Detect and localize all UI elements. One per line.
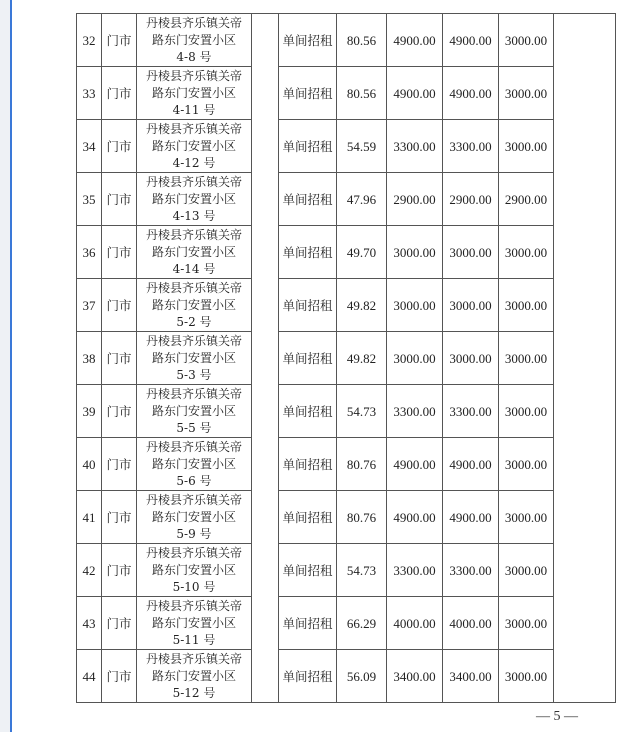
price-3: 3000.00 <box>499 544 554 597</box>
area: 54.73 <box>337 544 387 597</box>
table-row <box>77 597 616 650</box>
table-row <box>77 438 616 491</box>
price-2: 3300.00 <box>443 544 499 597</box>
price-3: 3000.00 <box>499 385 554 438</box>
area: 47.96 <box>337 173 387 226</box>
price-1: 3400.00 <box>387 650 443 703</box>
property-type: 门市 <box>102 120 137 173</box>
lease-method: 单间招租 <box>279 279 337 332</box>
row-number: 35 <box>77 173 102 226</box>
address-line: 路东门安置小区 <box>151 668 236 683</box>
area: 80.56 <box>337 67 387 120</box>
table-row <box>77 650 616 703</box>
table-row <box>77 491 616 544</box>
lease-method: 单间招租 <box>279 332 337 385</box>
price-2: 4900.00 <box>443 67 499 120</box>
address-cell <box>137 67 252 120</box>
price-3: 3000.00 <box>499 279 554 332</box>
area: 80.76 <box>337 491 387 544</box>
price-1: 3000.00 <box>387 279 443 332</box>
address-line: 5-11 号 <box>172 632 216 647</box>
lease-method: 单间招租 <box>279 385 337 438</box>
price-1: 2900.00 <box>387 173 443 226</box>
price-2: 4900.00 <box>443 14 499 67</box>
price-3: 3000.00 <box>499 332 554 385</box>
price-2: 3000.00 <box>443 279 499 332</box>
page-edge <box>10 0 12 732</box>
address-line: 丹棱县齐乐镇关帝 <box>145 68 242 83</box>
price-1: 3300.00 <box>387 544 443 597</box>
price-2: 3400.00 <box>443 650 499 703</box>
address-line: 丹棱县齐乐镇关帝 <box>145 174 242 189</box>
table-row <box>77 226 616 279</box>
table-body <box>77 14 616 703</box>
address-line: 丹棱县齐乐镇关帝 <box>145 492 242 507</box>
address-line: 路东门安置小区 <box>151 509 236 524</box>
table-row <box>77 67 616 120</box>
address-line: 4-11 号 <box>172 102 216 117</box>
area: 80.56 <box>337 14 387 67</box>
lease-method: 单间招租 <box>279 120 337 173</box>
merged-blank-column <box>252 14 279 703</box>
table-row <box>77 173 616 226</box>
price-2: 3300.00 <box>443 120 499 173</box>
address-line: 丹棱县齐乐镇关帝 <box>145 121 242 136</box>
property-table <box>76 13 616 703</box>
price-1: 3000.00 <box>387 332 443 385</box>
property-type: 门市 <box>102 438 137 491</box>
address-line: 丹棱县齐乐镇关帝 <box>145 227 242 242</box>
area: 54.73 <box>337 385 387 438</box>
address-line: 4-8 号 <box>176 49 212 64</box>
viewer-margin <box>0 0 10 732</box>
address-line: 路东门安置小区 <box>151 138 236 153</box>
price-3: 3000.00 <box>499 14 554 67</box>
price-3: 3000.00 <box>499 226 554 279</box>
row-number: 37 <box>77 279 102 332</box>
address-line: 路东门安置小区 <box>151 456 236 471</box>
lease-method: 单间招租 <box>279 226 337 279</box>
address-line: 路东门安置小区 <box>151 403 236 418</box>
price-2: 2900.00 <box>443 173 499 226</box>
property-type: 门市 <box>102 173 137 226</box>
property-type: 门市 <box>102 385 137 438</box>
table-row <box>77 14 616 67</box>
address-cell <box>137 14 252 67</box>
price-1: 3000.00 <box>387 226 443 279</box>
address-line: 4-14 号 <box>172 261 216 276</box>
price-2: 3000.00 <box>443 332 499 385</box>
area: 66.29 <box>337 597 387 650</box>
address-cell <box>137 226 252 279</box>
table-row <box>77 120 616 173</box>
address-line: 路东门安置小区 <box>151 191 236 206</box>
address-line: 丹棱县齐乐镇关帝 <box>145 439 242 454</box>
price-3: 3000.00 <box>499 650 554 703</box>
property-type: 门市 <box>102 279 137 332</box>
row-number: 34 <box>77 120 102 173</box>
address-cell <box>137 120 252 173</box>
area: 56.09 <box>337 650 387 703</box>
price-1: 4900.00 <box>387 438 443 491</box>
address-line: 4-12 号 <box>172 155 216 170</box>
lease-method: 单间招租 <box>279 438 337 491</box>
address-line: 丹棱县齐乐镇关帝 <box>145 545 242 560</box>
address-line: 5-9 号 <box>176 526 212 541</box>
table-row <box>77 279 616 332</box>
price-3: 3000.00 <box>499 67 554 120</box>
price-1: 4900.00 <box>387 491 443 544</box>
row-number: 42 <box>77 544 102 597</box>
address-line: 路东门安置小区 <box>151 562 236 577</box>
row-number: 44 <box>77 650 102 703</box>
property-type: 门市 <box>102 226 137 279</box>
page-number: — 5 — <box>536 709 578 724</box>
lease-method: 单间招租 <box>279 491 337 544</box>
address-line: 丹棱县齐乐镇关帝 <box>145 598 242 613</box>
address-line: 5-5 号 <box>176 420 212 435</box>
address-line: 路东门安置小区 <box>151 244 236 259</box>
address-cell <box>137 597 252 650</box>
price-3: 3000.00 <box>499 597 554 650</box>
row-number: 32 <box>77 14 102 67</box>
area: 49.70 <box>337 226 387 279</box>
address-cell <box>137 385 252 438</box>
price-1: 4000.00 <box>387 597 443 650</box>
lease-method: 单间招租 <box>279 544 337 597</box>
address-cell <box>137 173 252 226</box>
price-1: 4900.00 <box>387 67 443 120</box>
property-type: 门市 <box>102 332 137 385</box>
address-line: 路东门安置小区 <box>151 297 236 312</box>
address-line: 丹棱县齐乐镇关帝 <box>145 280 242 295</box>
address-line: 4-13 号 <box>172 208 216 223</box>
address-line: 丹棱县齐乐镇关帝 <box>145 651 242 666</box>
price-3: 3000.00 <box>499 120 554 173</box>
price-2: 3000.00 <box>443 226 499 279</box>
address-line: 路东门安置小区 <box>151 85 236 100</box>
price-2: 3300.00 <box>443 385 499 438</box>
property-type: 门市 <box>102 491 137 544</box>
area: 80.76 <box>337 438 387 491</box>
area: 49.82 <box>337 279 387 332</box>
merged-remarks-column <box>554 14 616 703</box>
price-2: 4900.00 <box>443 491 499 544</box>
address-cell <box>137 491 252 544</box>
property-type: 门市 <box>102 597 137 650</box>
address-cell <box>137 332 252 385</box>
address-line: 路东门安置小区 <box>151 32 236 47</box>
price-2: 4000.00 <box>443 597 499 650</box>
row-number: 38 <box>77 332 102 385</box>
lease-method: 单间招租 <box>279 14 337 67</box>
row-number: 41 <box>77 491 102 544</box>
address-cell <box>137 279 252 332</box>
price-3: 3000.00 <box>499 491 554 544</box>
price-1: 4900.00 <box>387 14 443 67</box>
property-type: 门市 <box>102 14 137 67</box>
row-number: 36 <box>77 226 102 279</box>
address-line: 路东门安置小区 <box>151 615 236 630</box>
property-type: 门市 <box>102 650 137 703</box>
address-cell <box>137 544 252 597</box>
address-cell <box>137 438 252 491</box>
row-number: 39 <box>77 385 102 438</box>
price-3: 3000.00 <box>499 438 554 491</box>
address-line: 5-12 号 <box>172 685 216 700</box>
address-line: 5-3 号 <box>176 367 212 382</box>
row-number: 43 <box>77 597 102 650</box>
price-3: 2900.00 <box>499 173 554 226</box>
lease-method: 单间招租 <box>279 597 337 650</box>
address-line: 5-10 号 <box>172 579 216 594</box>
address-cell <box>137 650 252 703</box>
address-line: 丹棱县齐乐镇关帝 <box>145 386 242 401</box>
lease-method: 单间招租 <box>279 173 337 226</box>
lease-method: 单间招租 <box>279 650 337 703</box>
address-line: 5-6 号 <box>176 473 212 488</box>
lease-method: 单间招租 <box>279 67 337 120</box>
table-row <box>77 544 616 597</box>
address-line: 丹棱县齐乐镇关帝 <box>145 15 242 30</box>
row-number: 33 <box>77 67 102 120</box>
area: 49.82 <box>337 332 387 385</box>
price-1: 3300.00 <box>387 120 443 173</box>
price-2: 4900.00 <box>443 438 499 491</box>
address-line: 5-2 号 <box>176 314 212 329</box>
table-row <box>77 332 616 385</box>
property-type: 门市 <box>102 544 137 597</box>
row-number: 40 <box>77 438 102 491</box>
address-line: 丹棱县齐乐镇关帝 <box>145 333 242 348</box>
area: 54.59 <box>337 120 387 173</box>
table-row <box>77 385 616 438</box>
property-type: 门市 <box>102 67 137 120</box>
address-line: 路东门安置小区 <box>151 350 236 365</box>
price-1: 3300.00 <box>387 385 443 438</box>
